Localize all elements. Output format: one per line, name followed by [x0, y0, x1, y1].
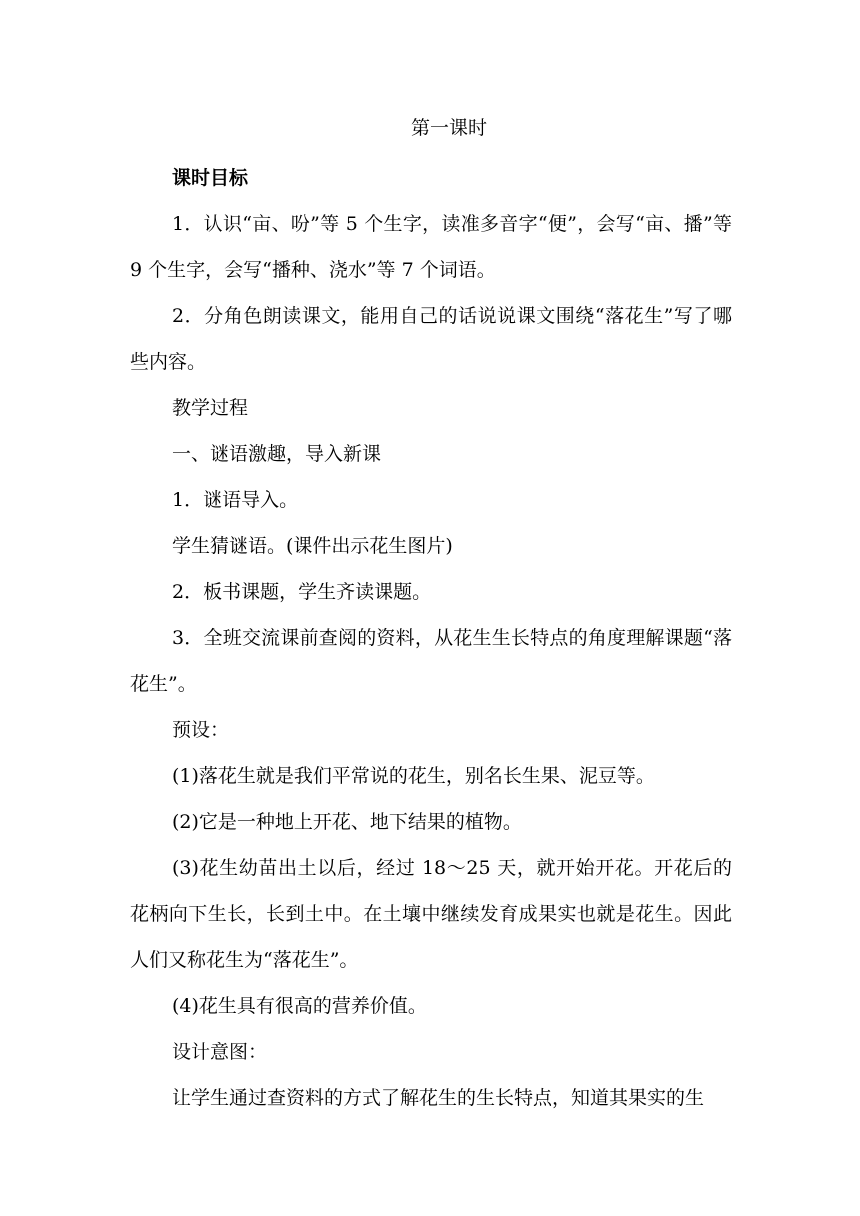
step-heading-1: 一、谜语激趣，导入新课: [172, 443, 382, 465]
preset-item: (3)花生幼苗出土以后，经过 18～25 天，就开始开花。开花后的花柄向下生长，长到土中。在土壤中继续发育成果实也就是花生。因此人们又称花生为“落花生”。: [130, 857, 732, 971]
body-paragraph: 1．谜语导入。: [172, 489, 299, 511]
body-paragraph: 2．板书课题，学生齐读课题。: [172, 581, 432, 603]
section-heading-objectives: 课时目标: [172, 167, 249, 189]
preset-item: (4)花生具有很高的营养价值。: [172, 995, 427, 1017]
preset-item: (2)它是一种地上开花、地下结果的植物。: [172, 811, 522, 833]
objective-paragraph-2: 2．分角色朗读课文，能用自己的话说说课文围绕“落花生”写了哪些内容。: [130, 305, 732, 373]
section-heading-process: 教学过程: [172, 397, 249, 419]
document-body: [130, 155, 739, 1121]
lesson-title: 第一课时: [410, 117, 487, 139]
preset-label: 预设：: [172, 719, 230, 741]
body-paragraph: 学生猜谜语。(课件出示花生图片): [172, 535, 453, 557]
preset-item: (1)落花生就是我们平常说的花生，别名长生果、泥豆等。: [172, 765, 655, 787]
objective-paragraph-1: 1．认识“亩、吩”等 5 个生字，读准多音字“便”，会写“亩、播”等 9 个生字，会写“播种、浇水”等 7 个词语。: [130, 213, 739, 281]
design-intent-paragraph: 让学生通过查资料的方式了解花生的生长特点，知道其果实的生: [172, 1087, 705, 1109]
design-intent-label: 设计意图：: [172, 1041, 268, 1063]
body-paragraph: 3．全班交流课前查阅的资料，从花生生长特点的角度理解课题“落花生”。: [130, 627, 732, 695]
